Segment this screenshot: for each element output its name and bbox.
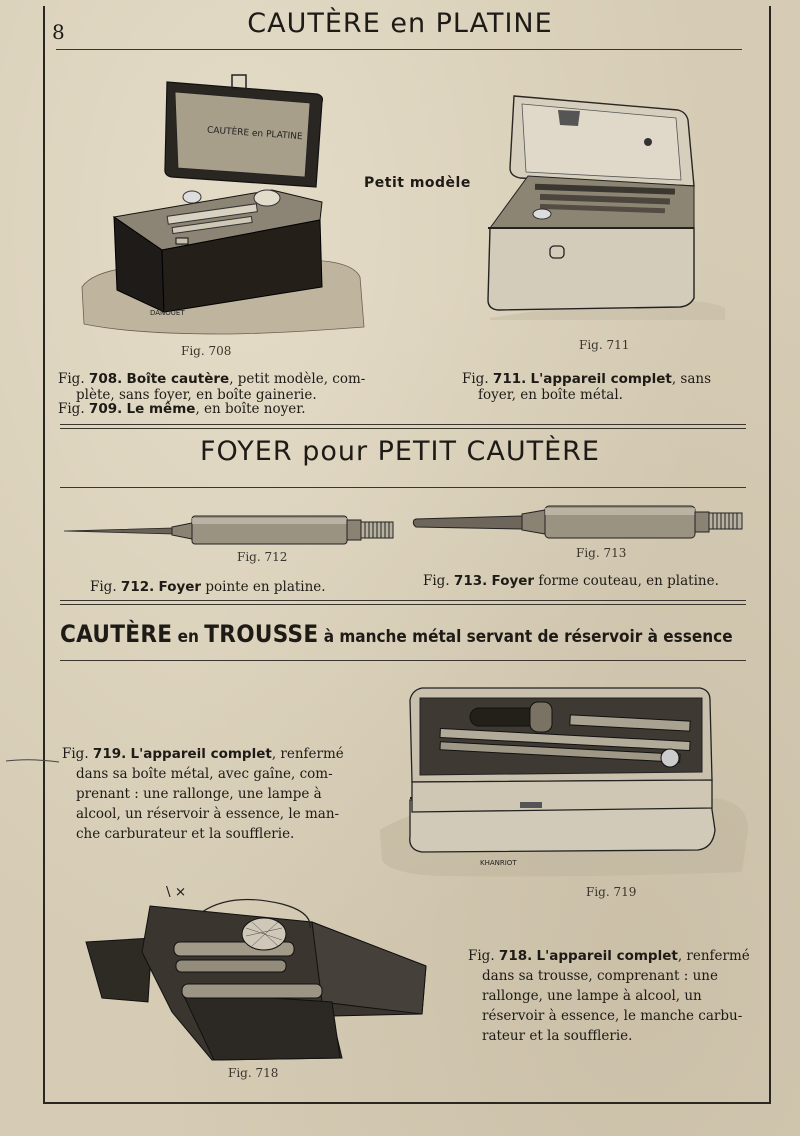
rule-top — [56, 49, 742, 50]
rule-section-3-under — [60, 660, 746, 661]
caption-fig-709: Fig. 709. Le même, en boîte noyer. — [58, 401, 306, 417]
caption-fig-719: Fig. 719. L'appareil complet, renfermé dans sa boîte métal, avec gaîne, com- prenant : une rallonge, une lampe à alcool, un réservoir à essence, le man- che carburateur et la soufflerie. — [62, 746, 344, 842]
section-title-cautere-trousse: CAUTÈRE en TROUSSE à manche métal servant de réservoir à essence — [60, 620, 733, 648]
fig-712-label: Fig. 712 — [237, 550, 288, 564]
fig-719-label: Fig. 719 — [586, 885, 637, 899]
illustration-fig-711-metal-box — [480, 88, 730, 320]
rule-section-2-top — [60, 424, 746, 425]
fig-708-label: Fig. 708 — [181, 344, 232, 358]
fig-718-label: Fig. 718 — [228, 1066, 279, 1080]
engraver-signature-719: KHANRIOT — [480, 859, 517, 867]
illustration-fig-712-pointed-tip — [62, 510, 398, 550]
marginal-mark: \ × — [166, 884, 187, 900]
margin-pencil-stroke — [4, 755, 64, 769]
caption-fig-711: Fig. 711. L'appareil complet, sans foyer, en boîte métal. — [462, 371, 712, 403]
illustration-fig-713-knife-tip — [410, 502, 746, 544]
fig-713-label: Fig. 713 — [576, 546, 627, 560]
caption-fig-712: Fig. 712. Foyer pointe en platine. — [90, 579, 326, 595]
fig-711-label: Fig. 711 — [579, 338, 630, 352]
subtitle-petit-modele: Petit modèle — [364, 175, 471, 191]
caption-fig-718: Fig. 718. L'appareil complet, renfermé dans sa trousse, comprenant : une rallonge, une lampe à alcool, un réservoir à essence, le manche carbu- rateur et la soufflerie. — [468, 948, 750, 1044]
caption-fig-713: Fig. 713. Foyer forme couteau, en platine. — [423, 573, 719, 589]
section-title-cautere-platine: CAUTÈRE en PLATINE — [247, 8, 553, 39]
illustration-fig-719-metal-case — [380, 680, 750, 880]
illustration-fig-708-cautery-box — [72, 72, 372, 342]
page-number: 8 — [52, 20, 65, 44]
box-lid-text: CAUTÈRE en PLATINE — [206, 125, 303, 143]
engraver-signature: DANOUET — [150, 309, 185, 317]
caption-fig-708: Fig. 708. Boîte cautère, petit modèle, com- plète, sans foyer, en boîte gainerie. — [58, 371, 366, 403]
rule-section-3-top — [60, 600, 746, 601]
illustration-fig-718-leather-pouch — [82, 892, 434, 1064]
rule-section-2-under — [60, 487, 746, 488]
section-title-foyer: FOYER pour PETIT CAUTÈRE — [200, 436, 600, 467]
